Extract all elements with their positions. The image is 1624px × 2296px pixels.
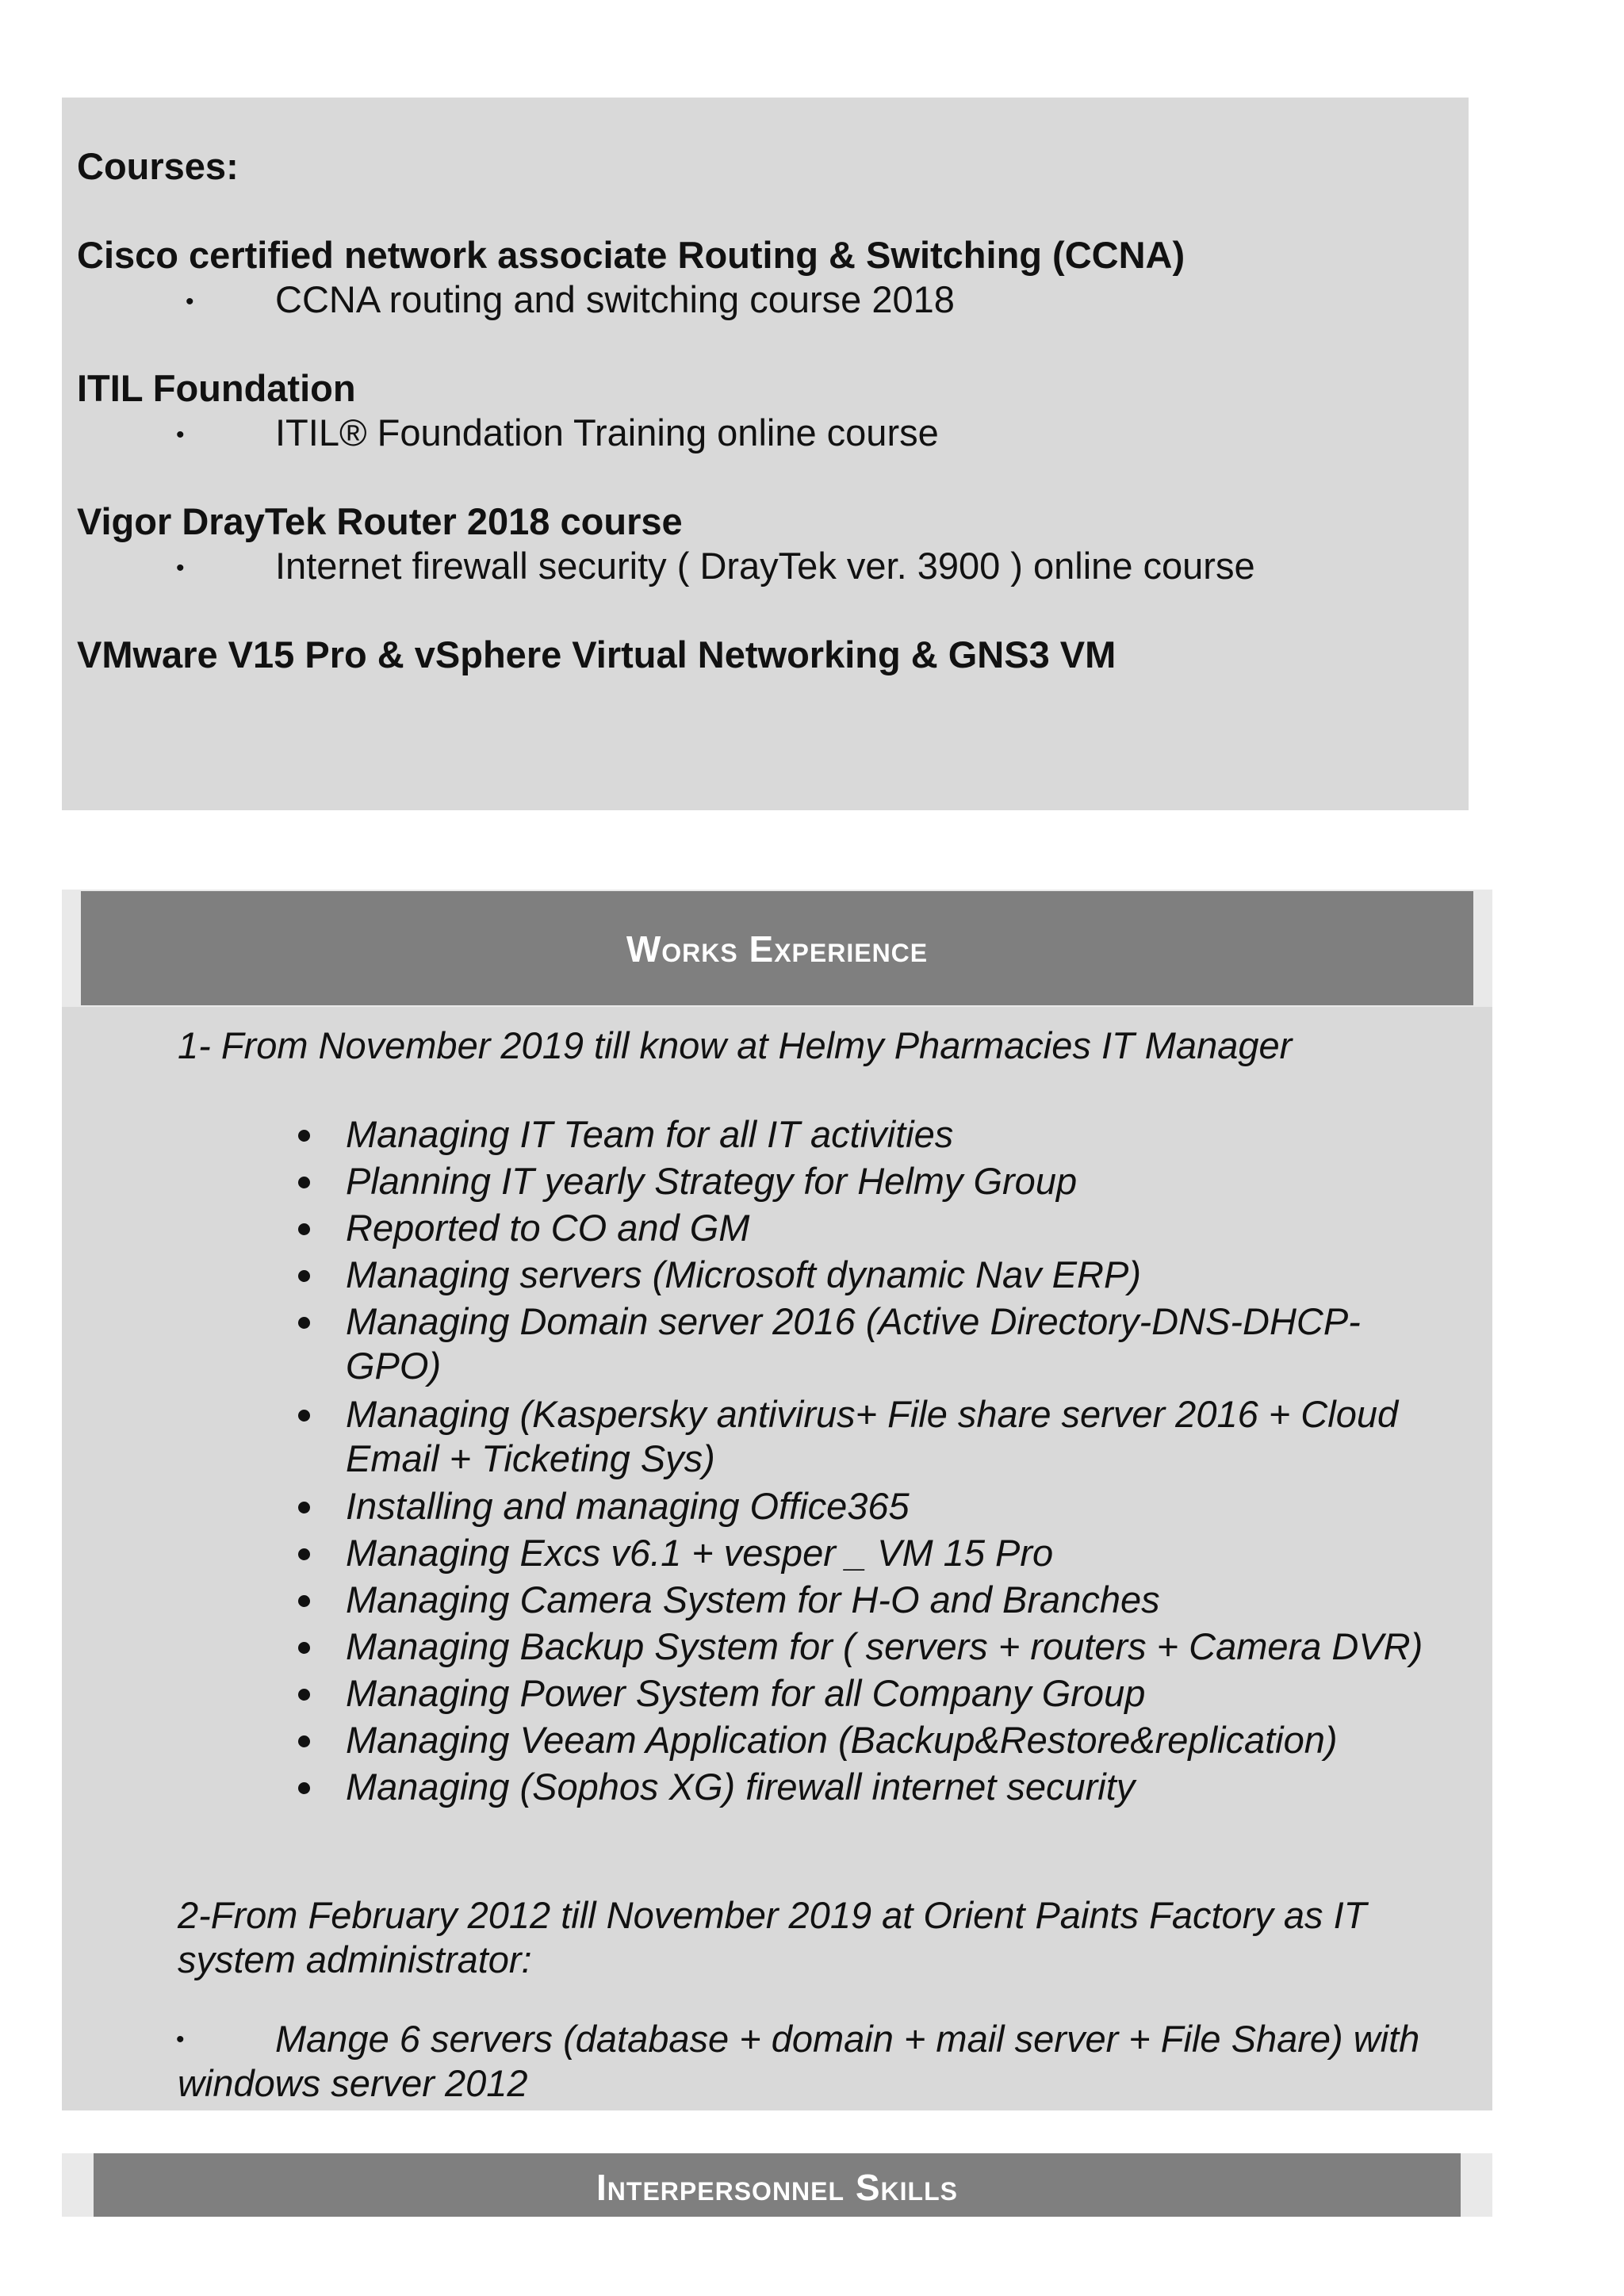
bullet-icon <box>298 1130 310 1142</box>
works-experience-header <box>81 891 1473 1005</box>
bullet-icon: • <box>186 289 194 315</box>
course-title-ccna: Cisco certified network associate Routing & Switching (CCNA) <box>77 234 1185 276</box>
job1-duty-item: Managing (Sophos XG) firewall internet security <box>346 1766 1136 1808</box>
job1-duty-item: Managing Domain server 2016 (Active Directory-DNS-DHCP- <box>346 1300 1361 1342</box>
job1-duty-item: Email + Ticketing Sys) <box>346 1437 715 1479</box>
bullet-icon: • <box>176 2026 185 2053</box>
job2-duty-line1: Mange 6 servers (database + domain + mail server + File Share) with <box>275 2018 1420 2060</box>
bullet-icon: • <box>176 555 185 581</box>
job1-duty-item: Installing and managing Office365 <box>346 1485 910 1527</box>
bullet-icon <box>298 1689 310 1701</box>
job1-duty-item: Managing Veeam Application (Backup&Restore&replication) <box>346 1719 1338 1761</box>
job1-duty-item: Managing Excs v6.1 + vesper _ VM 15 Pro <box>346 1532 1054 1574</box>
bullet-icon <box>298 1782 310 1794</box>
courses-section <box>62 98 1469 810</box>
job2-duty-line2: windows server 2012 <box>178 2062 528 2104</box>
course-title-vmware: VMware V15 Pro & vSphere Virtual Networking & GNS3 VM <box>77 633 1116 675</box>
bullet-icon <box>298 1735 310 1747</box>
bullet-icon: • <box>176 422 185 448</box>
courses-heading: Courses: <box>77 145 239 187</box>
job1-duty-item: Managing Power System for all Company Group <box>346 1672 1146 1714</box>
job1-duty-item: GPO) <box>346 1345 442 1387</box>
interpersonal-skills-header <box>94 2153 1461 2217</box>
job1-duty-item: Managing IT Team for all IT activities <box>346 1113 954 1155</box>
bullet-icon <box>298 1223 310 1235</box>
job1-duty-item: Reported to CO and GM <box>346 1207 750 1249</box>
bullet-icon <box>298 1317 310 1329</box>
interpersonal-skills-heading: Interpersonnel Skills <box>596 2167 958 2208</box>
job1-title: 1- From November 2019 till know at Helmy Pharmacies IT Manager <box>178 1024 1293 1066</box>
course-title-itil: ITIL Foundation <box>77 367 356 409</box>
bullet-icon <box>298 1410 310 1422</box>
bullet-icon <box>298 1642 310 1654</box>
works-experience-heading: Works Experience <box>626 928 929 970</box>
job2-title-line2: system administrator: <box>178 1938 532 1980</box>
course-detail-ccna: CCNA routing and switching course 2018 <box>275 278 955 320</box>
bullet-icon <box>298 1502 310 1513</box>
course-detail-draytek: Internet firewall security ( DrayTek ver. 3900 ) online course <box>275 545 1255 587</box>
course-title-draytek: Vigor DrayTek Router 2018 course <box>77 500 683 542</box>
bullet-icon <box>298 1177 310 1188</box>
job1-duty-item: Managing (Kaspersky antivirus+ File share server 2016 + Cloud <box>346 1393 1399 1435</box>
job1-duty-item: Managing Camera System for H-O and Branches <box>346 1578 1160 1621</box>
job1-duty-item: Planning IT yearly Strategy for Helmy Group <box>346 1160 1078 1202</box>
job1-duty-item: Managing servers (Microsoft dynamic Nav ERP) <box>346 1253 1141 1295</box>
bullet-icon <box>298 1595 310 1607</box>
course-detail-itil: ITIL® Foundation Training online course <box>275 411 939 453</box>
bullet-icon <box>298 1270 310 1282</box>
job1-duty-item: Managing Backup System for ( servers + routers + Camera DVR) <box>346 1625 1423 1667</box>
bullet-icon <box>298 1548 310 1560</box>
job2-title-line1: 2-From February 2012 till November 2019 at Orient Paints Factory as IT <box>178 1894 1367 1936</box>
